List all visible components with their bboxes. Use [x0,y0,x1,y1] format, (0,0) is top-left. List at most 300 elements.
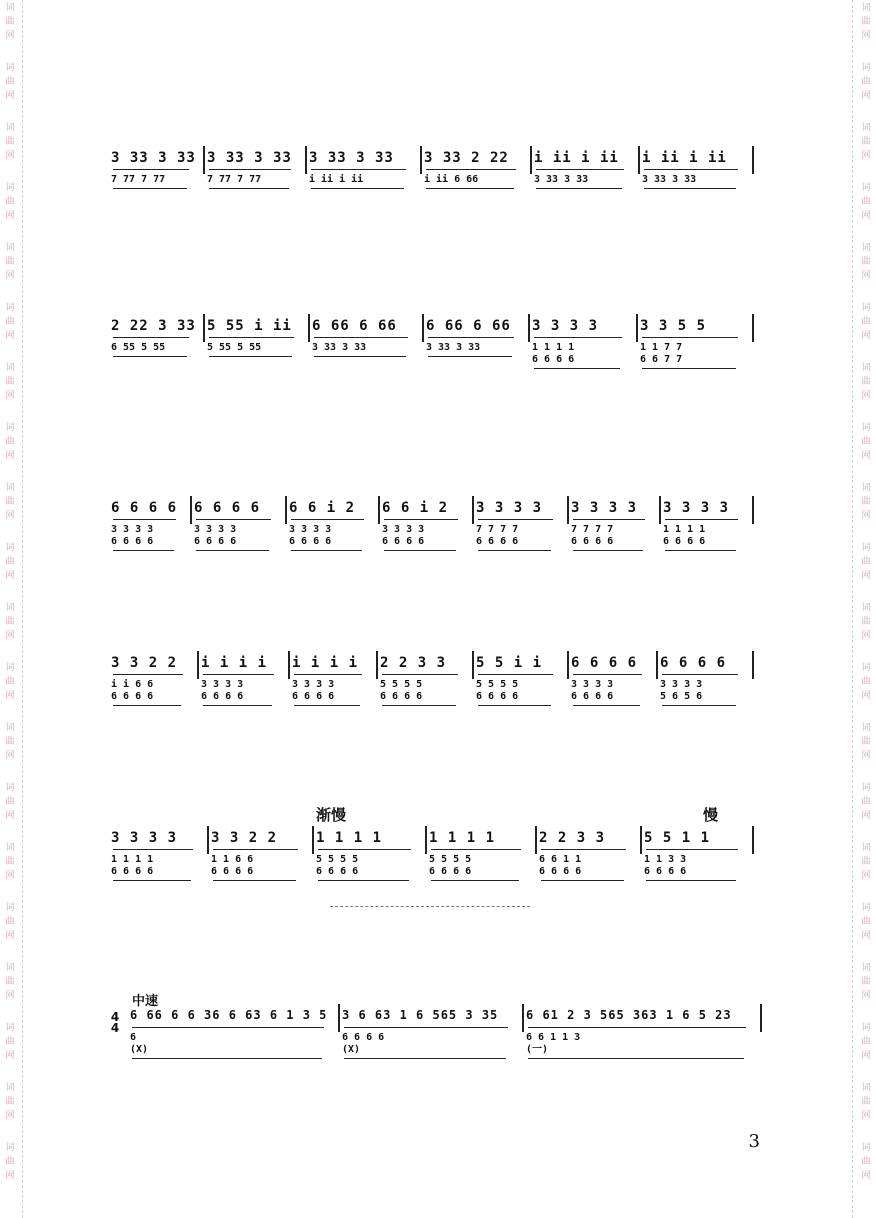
barline [522,1004,524,1032]
barline [567,496,569,524]
barline [638,146,640,174]
melody-line: 6 66 6 6 36 6 63 6 1 3 5 [130,1008,328,1022]
accompaniment-row: 6 6 6 6 [539,866,582,877]
barline [752,314,754,342]
measure [111,830,203,900]
measure [571,655,652,725]
melody-line: 2 22 3 33 [111,318,196,334]
watermark-glyph: 曲 [861,77,871,87]
measure [130,1008,334,1078]
accompaniment [476,524,563,548]
barline [659,496,661,524]
watermark-glyph: 词 [861,3,871,13]
watermark-glyph: 网 [5,1111,15,1121]
accompaniment-underline [644,188,736,189]
measure [476,500,563,570]
accompaniment [289,524,374,548]
accompaniment [292,679,372,703]
accompaniment-row: (X) [342,1044,361,1055]
accompaniment [207,174,301,186]
accompaniment-underline [314,356,406,357]
measure [642,150,748,220]
watermark-glyph: 曲 [5,1097,15,1107]
watermark-glyph: 词 [861,363,871,373]
barline [376,651,378,679]
barline [752,826,754,854]
accompaniment-row: 7 7 7 7 [476,524,519,535]
watermark-glyph: 词 [5,3,15,13]
melody-underline [642,337,738,338]
measure [426,318,524,388]
accompaniment-row: 7 77 7 77 [111,174,166,185]
watermark-glyph: 词 [5,483,15,493]
melody-underline [291,519,364,520]
accompaniment [382,524,468,548]
watermark-glyph: 曲 [861,377,871,387]
watermark-glyph: 网 [861,511,871,521]
melody-underline [314,337,408,338]
accompaniment [316,854,421,878]
watermark-glyph: 网 [5,1051,15,1061]
measure [640,318,748,388]
page-number: 3 [748,1131,760,1152]
melody-underline [384,519,458,520]
watermark-glyph: 曲 [861,1157,871,1167]
time-signature [109,1012,121,1034]
accompaniment [532,342,632,366]
watermark-glyph: 曲 [5,1157,15,1167]
watermark-glyph: 网 [861,31,871,41]
watermark-glyph: 词 [5,123,15,133]
melody-underline [113,674,183,675]
accompaniment-row: 6 6 6 6 [644,866,687,877]
melody-underline [203,674,274,675]
watermark-glyph: 曲 [861,797,871,807]
watermark-glyph: 词 [5,783,15,793]
melody-underline [478,519,553,520]
accompaniment-row: 6 6 6 6 [429,866,472,877]
barline [308,314,310,342]
melody-underline [382,674,458,675]
melody-line: 6 6 i 2 [382,500,449,516]
melody-line: 6 6 i 2 [289,500,356,516]
watermark-glyph: 网 [861,931,871,941]
watermark-glyph: 网 [861,211,871,221]
watermark-glyph: 词 [861,1143,871,1153]
watermark-glyph: 词 [5,63,15,73]
melody-line: 3 3 2 2 [211,830,278,846]
accompaniment-underline [478,705,551,706]
accompaniment-underline [113,188,187,189]
accompaniment-row: 3 3 3 3 [111,524,154,535]
watermark-glyph: 网 [5,631,15,641]
barline [528,314,530,342]
measure [534,150,634,220]
watermark-glyph: 曲 [5,677,15,687]
watermark-glyph: 曲 [861,257,871,267]
measure [111,500,186,570]
watermark-glyph: 词 [861,243,871,253]
measure [289,500,374,570]
melody-underline [431,849,521,850]
barline [567,651,569,679]
measure [429,830,531,900]
watermark-glyph: 词 [5,603,15,613]
accompaniment-row: 6 6 6 6 [571,536,614,547]
melody-underline [113,519,176,520]
measure [571,500,655,570]
melody-line: 3 3 3 3 [532,318,599,334]
accompaniment-row: 6 6 6 6 [201,691,244,702]
accompaniment-row: (X) [130,1044,149,1055]
watermark-glyph: 曲 [861,1037,871,1047]
accompaniment-underline [291,550,362,551]
melody-line: 3 3 3 3 [476,500,543,516]
measure [201,655,284,725]
barline [305,146,307,174]
accompaniment-row: 1 1 1 1 [532,342,575,353]
melody-line: i ii i ii [534,150,619,166]
watermark-glyph: 曲 [861,737,871,747]
watermark-glyph: 词 [861,183,871,193]
melody-underline [209,169,291,170]
watermark-glyph: 词 [5,363,15,373]
accompaniment [539,854,636,878]
watermark-glyph: 网 [5,991,15,1001]
accompaniment-row: i i 6 6 [111,679,154,690]
time-signature-bottom: 4 [110,1021,120,1035]
accompaniment-underline [528,1058,744,1059]
measure [316,830,421,900]
melody-underline [528,1027,746,1028]
watermark-glyph: 网 [5,931,15,941]
right-margin-rule [852,0,853,1218]
measure [111,150,199,220]
watermark-glyph: 曲 [861,557,871,567]
watermark-glyph: 网 [861,571,871,581]
watermark-glyph: 词 [5,963,15,973]
accompaniment-row: 6 6 6 6 [316,866,359,877]
watermark-glyph: 曲 [5,917,15,927]
measure [382,500,468,570]
melody-underline [318,849,411,850]
accompaniment-row: 6 [130,1032,137,1043]
melody-line: 3 3 3 3 [663,500,730,516]
watermark-glyph: 网 [5,391,15,401]
melody-underline [196,519,271,520]
watermark-glyph: 网 [861,1171,871,1181]
accompaniment [111,679,193,703]
watermark-glyph: 词 [5,243,15,253]
barline [752,496,754,524]
melody-underline [644,169,738,170]
accompaniment [424,174,526,186]
melody-line: 3 6 63 1 6 565 3 35 [342,1008,499,1022]
melody-underline [573,674,642,675]
accompaniment [534,174,634,186]
watermark-glyph: 曲 [861,917,871,927]
tempo-gradual-marking: 渐慢 [316,806,347,824]
accompaniment-row: 6 6 6 6 [342,1032,385,1043]
accompaniment [342,1032,518,1056]
barline [640,826,642,854]
accompaniment [476,679,563,703]
watermark-glyph: 曲 [5,377,15,387]
watermark-glyph: 词 [861,663,871,673]
accompaniment [526,1032,756,1056]
watermark-glyph: 网 [5,751,15,761]
watermark-glyph: 曲 [861,1097,871,1107]
melody-underline [311,169,406,170]
accompaniment-underline [541,880,624,881]
measure [312,318,418,388]
measure [539,830,636,900]
melody-line: 6 6 6 6 [194,500,261,516]
accompaniment-row: 6 6 6 6 [211,866,254,877]
melody-line: 6 6 6 6 [660,655,727,671]
melody-line: i i i i [201,655,268,671]
watermark-glyph: 曲 [5,497,15,507]
watermark-glyph: 词 [5,1083,15,1093]
time-signature-top: 4 [110,1010,120,1024]
watermark-glyph: 词 [5,663,15,673]
accompaniment-underline [311,188,404,189]
melody-underline [426,169,516,170]
accompaniment [644,854,748,878]
accompaniment [380,679,468,703]
melody-underline [541,849,626,850]
watermark-glyph: 网 [5,571,15,581]
accompaniment-underline [384,550,456,551]
accompaniment-underline [203,705,272,706]
watermark-glyph: 网 [5,91,15,101]
melody-underline [478,674,553,675]
measure [292,655,372,725]
watermark-glyph: 曲 [5,17,15,27]
accompaniment-row: 6 6 6 6 [663,536,706,547]
barline [472,496,474,524]
melody-underline [662,674,738,675]
melody-line: 5 5 1 1 [644,830,711,846]
watermark-glyph: 网 [5,1171,15,1181]
watermark-glyph: 曲 [861,857,871,867]
melody-line: 2 2 3 3 [539,830,606,846]
accompaniment-row: 3 3 3 3 [201,679,244,690]
watermark-glyph: 曲 [5,797,15,807]
watermark-glyph: 词 [5,843,15,853]
accompaniment-row: 1 1 6 6 [211,854,254,865]
accompaniment-underline [665,550,736,551]
melody-line: i ii i ii [642,150,727,166]
measure [309,150,416,220]
accompaniment-row: 5 5 5 5 [380,679,423,690]
accompaniment [660,679,748,703]
left-margin-rule [22,0,23,1218]
measure [194,500,281,570]
watermark-glyph: 词 [861,303,871,313]
accompaniment-row: 3 3 3 3 [292,679,335,690]
accompaniment-underline [382,705,456,706]
watermark-glyph: 曲 [5,857,15,867]
accompaniment-row: 5 6 5 6 [660,691,703,702]
accompaniment [640,342,748,366]
left-watermark-column [2,0,18,1218]
accompaniment-row: 3 33 3 33 [642,174,697,185]
accompaniment-row: 3 3 3 3 [289,524,332,535]
watermark-glyph: 曲 [5,197,15,207]
accompaniment [571,524,655,548]
melody-underline [665,519,738,520]
accompaniment-underline [113,880,191,881]
accompaniment [130,1032,334,1056]
accompaniment-row: 6 6 7 7 [640,354,683,365]
accompaniment [111,342,199,354]
accompaniment-row: 5 5 5 5 [476,679,519,690]
barline [656,651,658,679]
accompaniment-row: 3 33 3 33 [534,174,589,185]
watermark-glyph: 曲 [861,137,871,147]
watermark-glyph: 词 [861,603,871,613]
accompaniment-underline [646,880,736,881]
watermark-glyph: 网 [5,331,15,341]
accompaniment-underline [536,188,622,189]
accompaniment-row: 6 6 6 6 [292,691,335,702]
watermark-glyph: 词 [861,783,871,793]
melody-line: 6 6 6 6 [111,500,178,516]
accompaniment [309,174,416,186]
melody-line: 6 61 2 3 565 363 1 6 5 23 [526,1008,732,1022]
watermark-glyph: 词 [861,903,871,913]
accompaniment [312,342,418,354]
barline [760,1004,762,1032]
accompaniment-row: 7 77 7 77 [207,174,262,185]
melody-underline [113,337,189,338]
watermark-glyph: 词 [861,963,871,973]
melody-line: 1 1 1 1 [429,830,496,846]
watermark-glyph: 网 [861,691,871,701]
accompaniment-underline [113,356,187,357]
melody-underline [536,169,624,170]
melody-line: i i i i [292,655,359,671]
watermark-glyph: 词 [5,183,15,193]
accompaniment-row: 6 6 1 1 [539,854,582,865]
accompaniment [571,679,652,703]
accompaniment-underline [209,356,292,357]
accompaniment-underline [209,188,289,189]
accompaniment-underline [428,356,512,357]
watermark-glyph: 词 [861,423,871,433]
watermark-glyph: 曲 [861,197,871,207]
barline [530,146,532,174]
accompaniment-row: 3 3 3 3 [571,679,614,690]
accompaniment-underline [662,705,736,706]
melody-line: 5 55 i ii [207,318,292,334]
watermark-glyph: 词 [5,903,15,913]
accompaniment-underline [113,705,181,706]
measure [380,655,468,725]
accompaniment-row: 3 3 3 3 [194,524,237,535]
accompaniment [426,342,524,354]
watermark-glyph: 网 [861,751,871,761]
accompaniment-row: 5 5 5 5 [429,854,472,865]
barline [203,146,205,174]
barline [285,496,287,524]
watermark-glyph: 词 [861,843,871,853]
accompaniment-row: 6 6 6 6 [194,536,237,547]
watermark-glyph: 词 [861,123,871,133]
watermark-glyph: 曲 [5,977,15,987]
barline [752,651,754,679]
watermark-glyph: 曲 [5,617,15,627]
tempo-slow-marking: 慢 [703,806,719,824]
accompaniment-row: (一) [526,1044,549,1055]
barline [197,651,199,679]
watermark-glyph: 曲 [861,617,871,627]
accompaniment-row: 6 6 6 6 [571,691,614,702]
melody-underline [428,337,514,338]
watermark-glyph: 曲 [5,77,15,87]
accompaniment-row: i ii i ii [309,174,364,185]
accompaniment [642,174,748,186]
accompaniment-row: 6 6 6 6 [111,866,154,877]
accompaniment-underline [294,705,360,706]
watermark-glyph: 网 [861,811,871,821]
watermark-glyph: 网 [861,271,871,281]
accompaniment-underline [113,550,174,551]
watermark-glyph: 词 [5,1023,15,1033]
barline [338,1004,340,1032]
accompaniment-row: 3 33 3 33 [312,342,367,353]
watermark-glyph: 曲 [5,557,15,567]
accompaniment-row: 1 1 1 1 [111,854,154,865]
barline [378,496,380,524]
accompaniment [429,854,531,878]
melody-line: 5 5 i i [476,655,543,671]
watermark-glyph: 网 [861,151,871,161]
melody-underline [113,849,193,850]
watermark-glyph: 曲 [5,1037,15,1047]
accompaniment-row: 5 5 5 5 [316,854,359,865]
barline [425,826,427,854]
watermark-glyph: 词 [5,723,15,733]
melody-underline [344,1027,508,1028]
watermark-glyph: 曲 [5,257,15,267]
watermark-glyph: 曲 [861,497,871,507]
accompaniment-row: i ii 6 66 [424,174,479,185]
measure [644,830,748,900]
tempo-extension-line [330,902,530,907]
melody-line: 6 66 6 66 [312,318,397,334]
accompaniment-row: 3 3 3 3 [660,679,703,690]
measure [342,1008,518,1078]
watermark-glyph: 曲 [5,317,15,327]
barline [472,651,474,679]
barline [420,146,422,174]
watermark-glyph: 词 [861,1083,871,1093]
barline [535,826,537,854]
accompaniment-underline [132,1058,322,1059]
tempo-moderate-marking: 中速 [132,994,159,1009]
watermark-glyph: 网 [5,811,15,821]
watermark-glyph: 网 [5,151,15,161]
measure [424,150,526,220]
accompaniment [111,854,203,878]
accompaniment-row: 6 6 6 6 [476,536,519,547]
watermark-glyph: 曲 [861,437,871,447]
melody-underline [534,337,622,338]
measure [211,830,308,900]
watermark-glyph: 网 [861,1111,871,1121]
